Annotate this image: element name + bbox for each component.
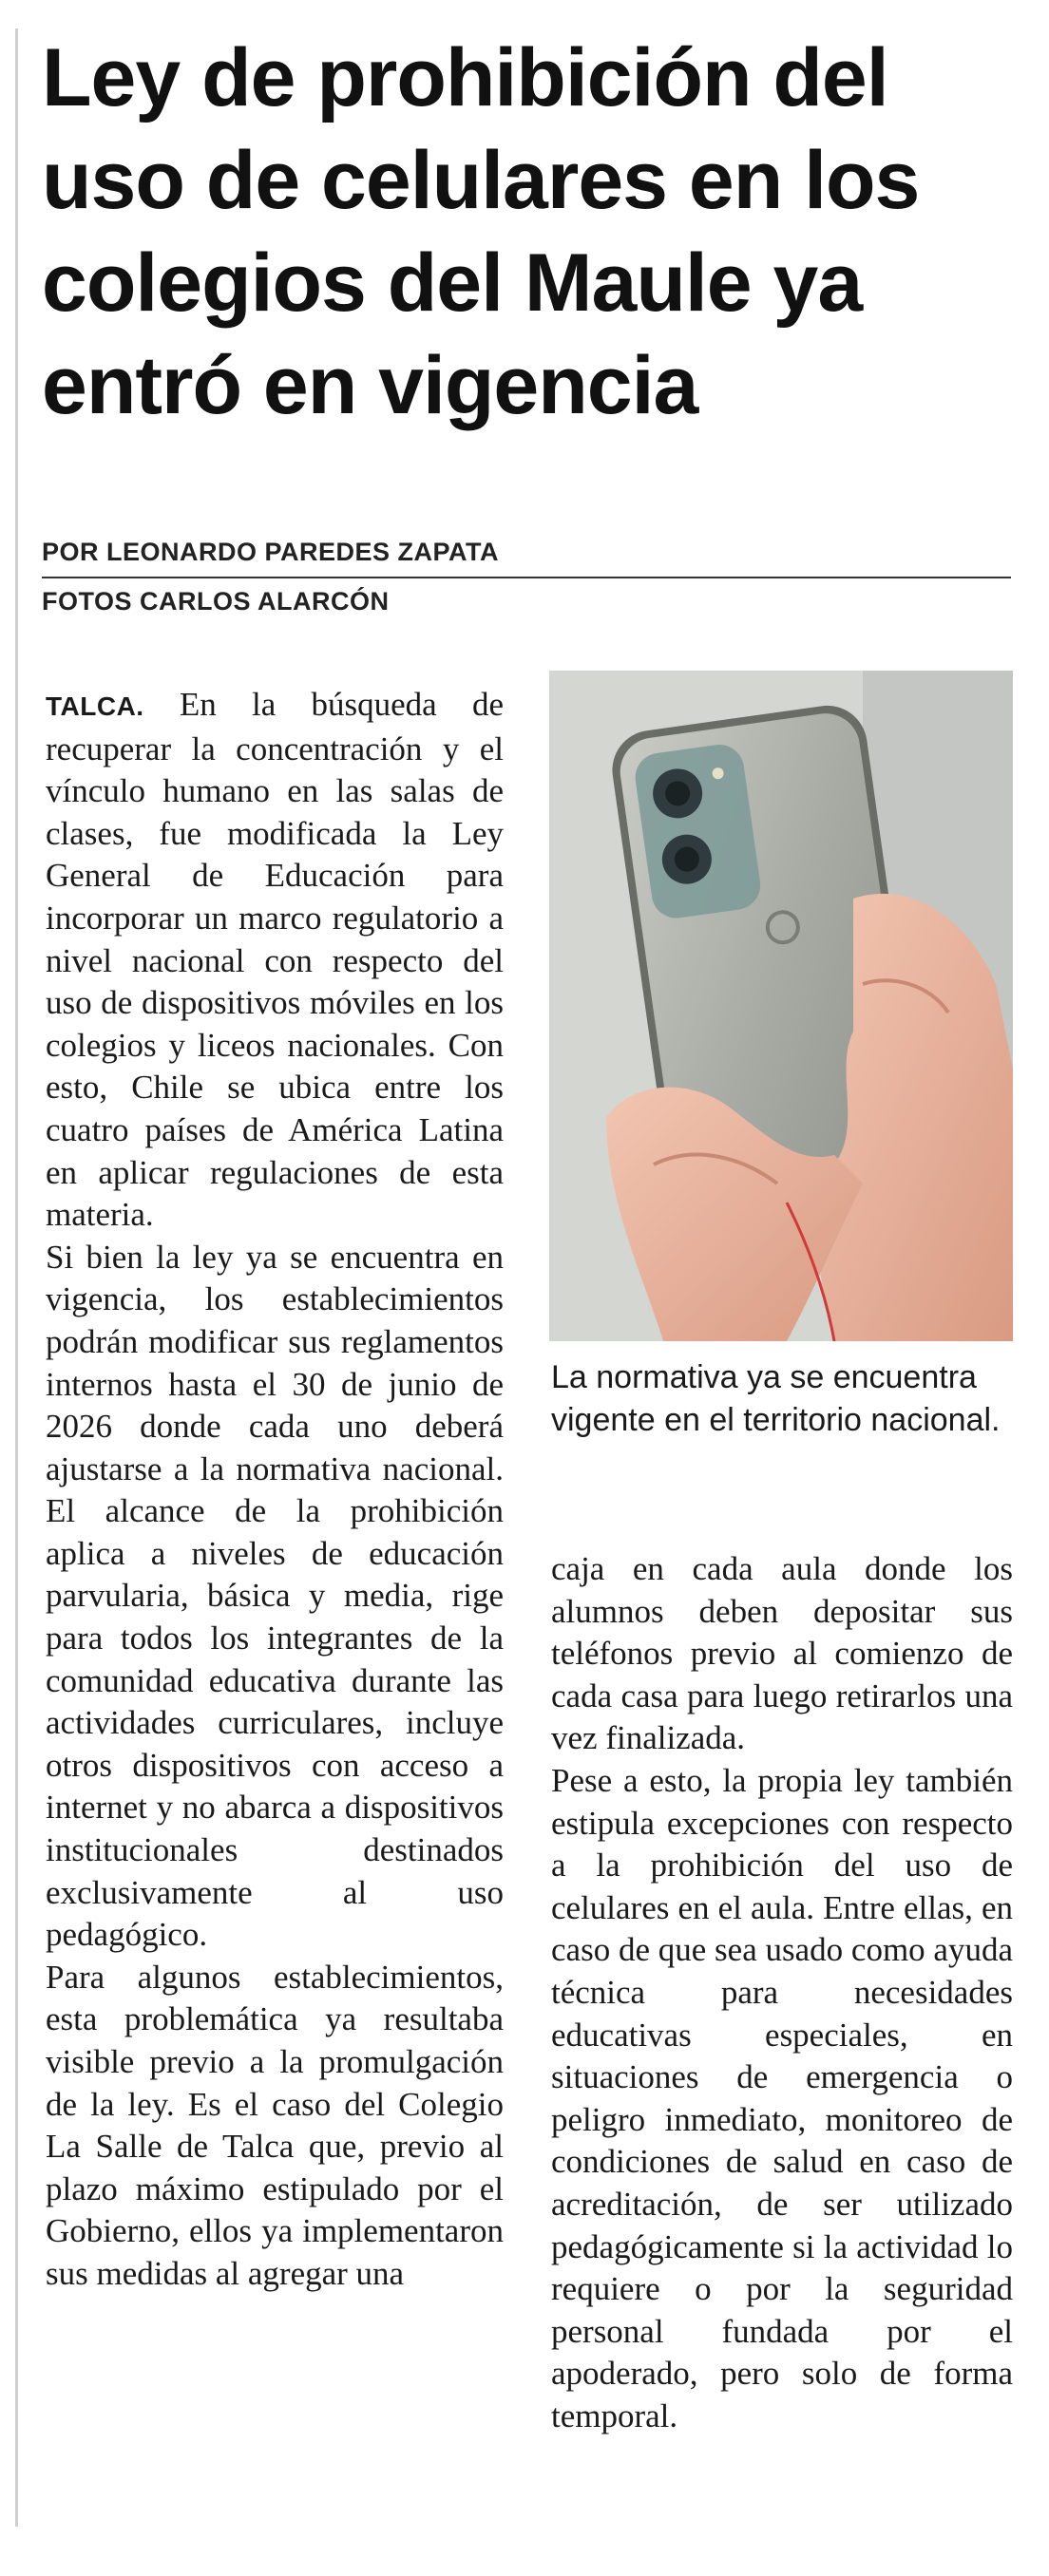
article-paragraph: caja en cada aula donde los alumnos deben depositar sus teléfonos previo al comienzo de cada casa para luego retirarlos una vez finalizada. xyxy=(551,1550,1013,1757)
page-left-rule xyxy=(15,28,18,2527)
article-photo xyxy=(549,671,1013,1341)
byline-photos: FOTOS CARLOS ALARCÓN xyxy=(42,587,390,616)
photo-caption: La normativa ya se encuentra vigente en el territorio nacional. xyxy=(551,1359,1001,1438)
article-paragraph xyxy=(46,684,504,1237)
hands-holding-phone-image xyxy=(549,671,1013,1341)
article-paragraph: Si bien la ley ya se encuentra en vigencia, los establecimientos podrán modificar sus reglamentos internos hasta el 30 de junio de 2026 donde cada uno deberá ajustarse a la normativa nacional. El alcance de la prohibición aplica a niveles de educación parvularia, básica y media, rige para todos los integrantes de la comunidad educativa durante las actividades curriculares, incluye otros dispositivos con acceso a internet y no abarca a dispositivos institucionales destinados exclusivamente al uso pedagógico. xyxy=(46,1238,504,1954)
dateline: TALCA. xyxy=(46,691,144,721)
byline-divider xyxy=(42,577,1011,578)
paragraph-text: En la búsqueda de recuperar la concentración y el vínculo humano en las salas de clases, fue modificada la Ley General de Educación para incorporar un marco regulatorio a nivel nacional con respecto del uso de dispositivos móviles en los colegios y liceos nacionales. Con esto, Chile se ubica entre los cuatro países de América Latina en aplicar regulaciones de esta materia. xyxy=(46,686,504,1234)
article-column-left xyxy=(46,684,504,2296)
article-paragraph: Pese a esto, la propia ley también estipula excepciones con respecto a la prohibición del uso de celulares en el aula. Entre ellas, en caso de que sea usado como ayuda técnica para necesidades educativas especiales, en situaciones de emergencia o peligro inmediato, monitoreo de condiciones de salud en caso de acreditación, de ser utilizado pedagógicamente si la actividad lo requiere o por la seguridad personal fundada por el apoderado, pero solo de forma temporal. xyxy=(551,1761,1013,2434)
article-headline: Ley de prohibición del uso de celulares en los colegios del Maule ya entró en vigencia xyxy=(42,32,920,431)
article-column-right xyxy=(551,1548,1013,2437)
byline-author: POR LEONARDO PAREDES ZAPATA xyxy=(42,538,500,566)
article-paragraph: Para algunos establecimientos, esta problemática ya resultaba visible previo a la promulgación de la ley. Es el caso del Colegio La Salle de Talca que, previo al plazo máximo estipulado por el Gobierno, ellos ya implementaron sus medidas al agregar una xyxy=(46,1958,504,2292)
